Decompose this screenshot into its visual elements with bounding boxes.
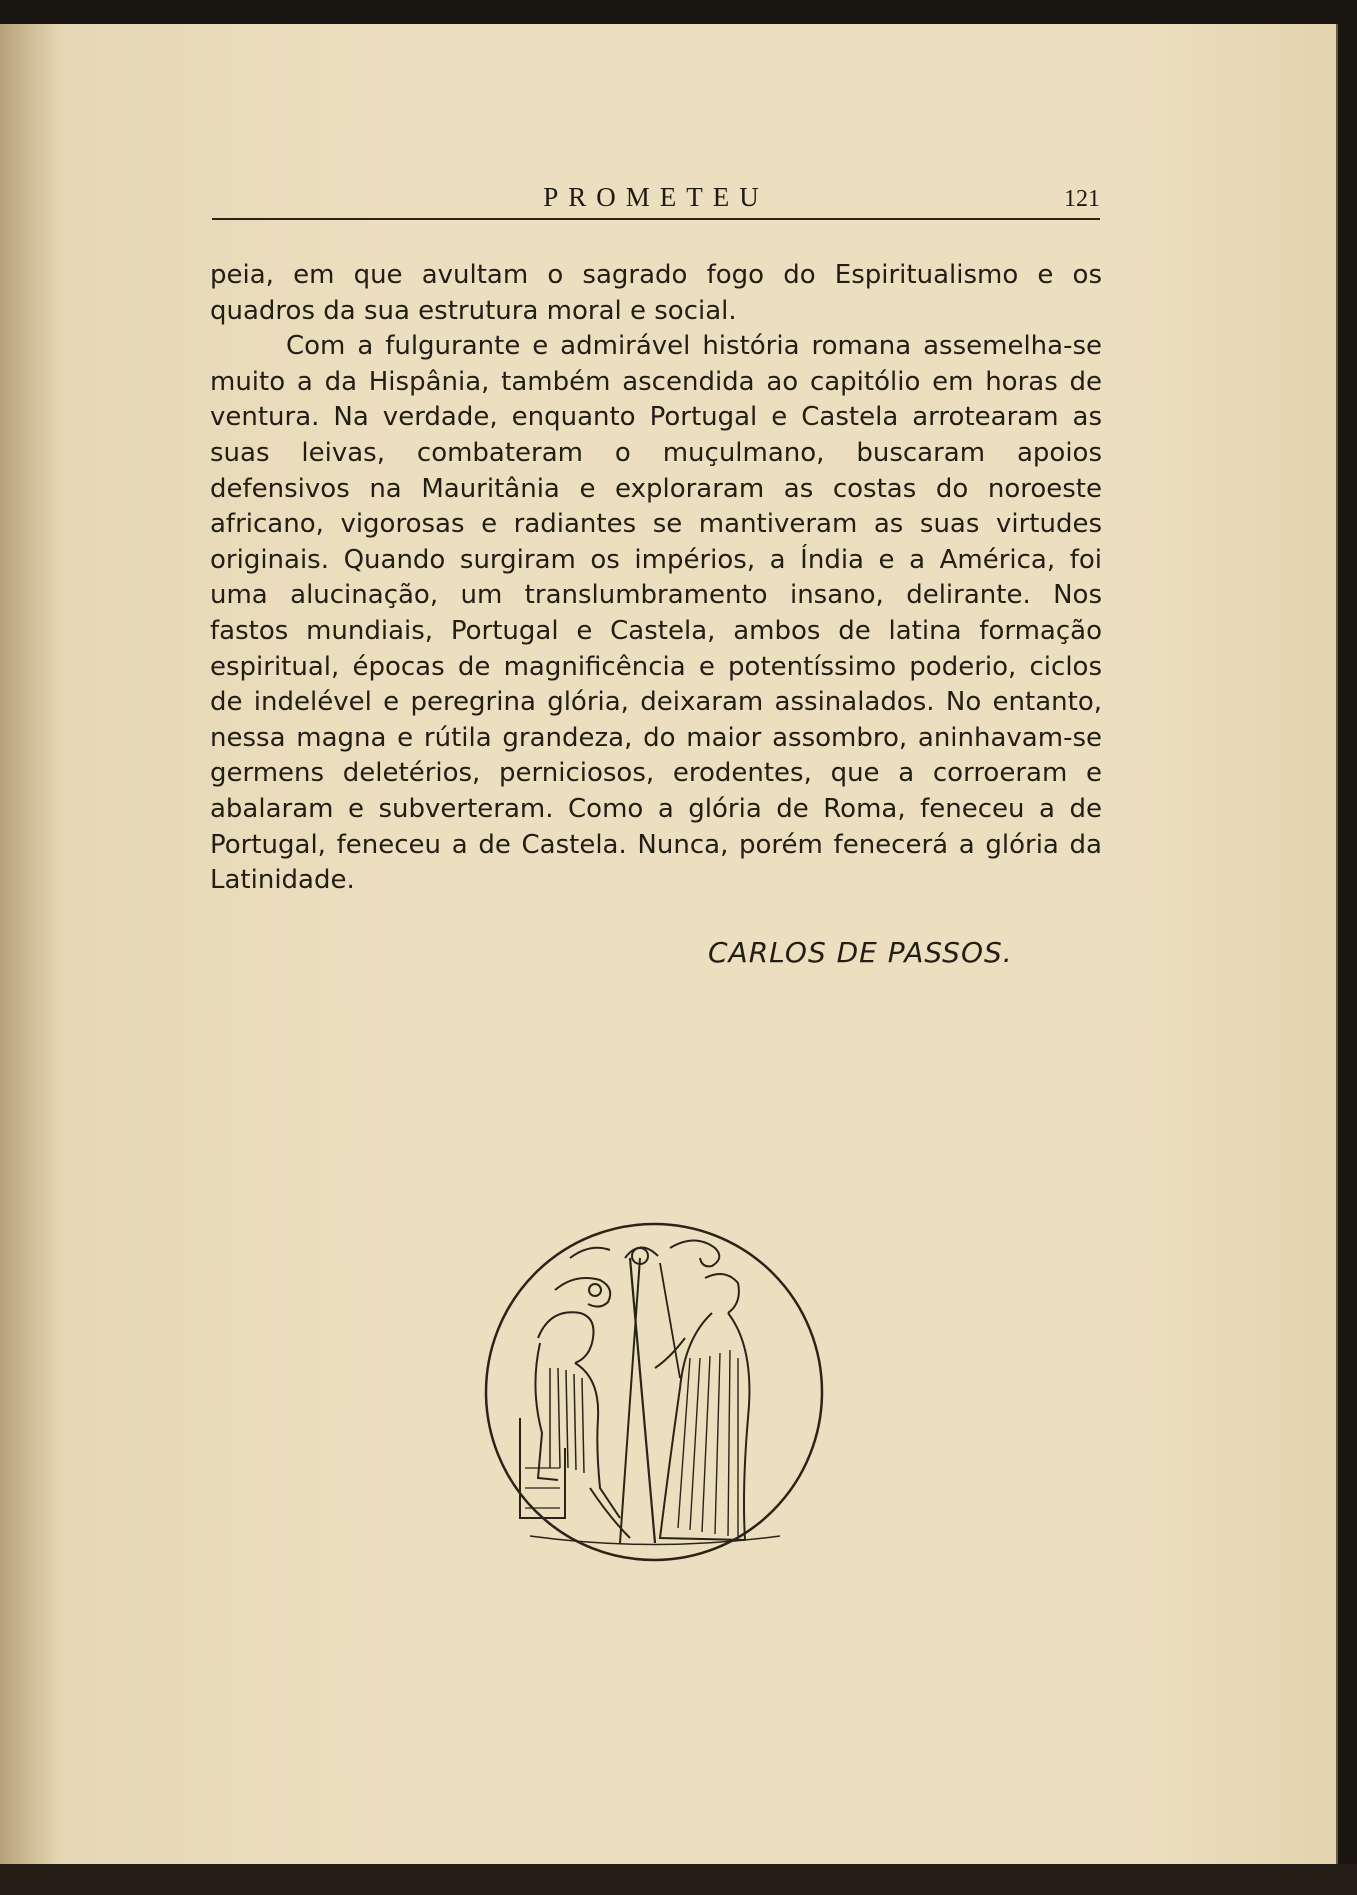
- page-number: 121: [1064, 186, 1100, 212]
- paragraph: peia, em que avultam o sagrado fogo do Espiritualismo e os quadros da sua estrutura moral e social.: [210, 260, 1102, 326]
- paragraph: Com a fulgurante e admirável história romana assemelha-se muito a da Hispânia, também ascendida ao capitólio em horas de ventura. Na verdade, enquanto Portugal e Castela arrotearam as suas leivas, combateram o muçulmano, buscaram apoios defensivos na Mauritânia e exploraram as costas do noroeste africano, vigorosas e radiantes se mantiveram as suas virtudes originais. Quando surgiram os impérios, a Índia e a América, foi uma alucinação, um translumbramento insano, delirante. Nos fastos mundiais, Portugal e Castela, ambos de latina formação espiritual, épocas de magnificência e potentíssimo poderio, ciclos de indelével e peregrina glória, deixaram assinalados. No entanto, nessa magna e rútila grandeza, do maior assombro, aninhavam-se germens deletérios, perniciosos, erodentes, que a corroeram e abalaram e subverteram. Como a glória de Roma, feneceu a de Portugal, feneceu a de Castela. Nunca, porém fenecerá a glória da Latinidade.: [210, 331, 1102, 896]
- scan-edge: [0, 1864, 1357, 1895]
- article-body: [210, 258, 1102, 899]
- binding-gutter: [0, 24, 60, 1864]
- journal-title: PROMETEU: [543, 182, 769, 212]
- greek-medallion-two-figures-icon: [480, 1218, 828, 1566]
- author-signature: CARLOS DE PASSOS.: [708, 936, 1013, 969]
- running-header: [212, 182, 1100, 220]
